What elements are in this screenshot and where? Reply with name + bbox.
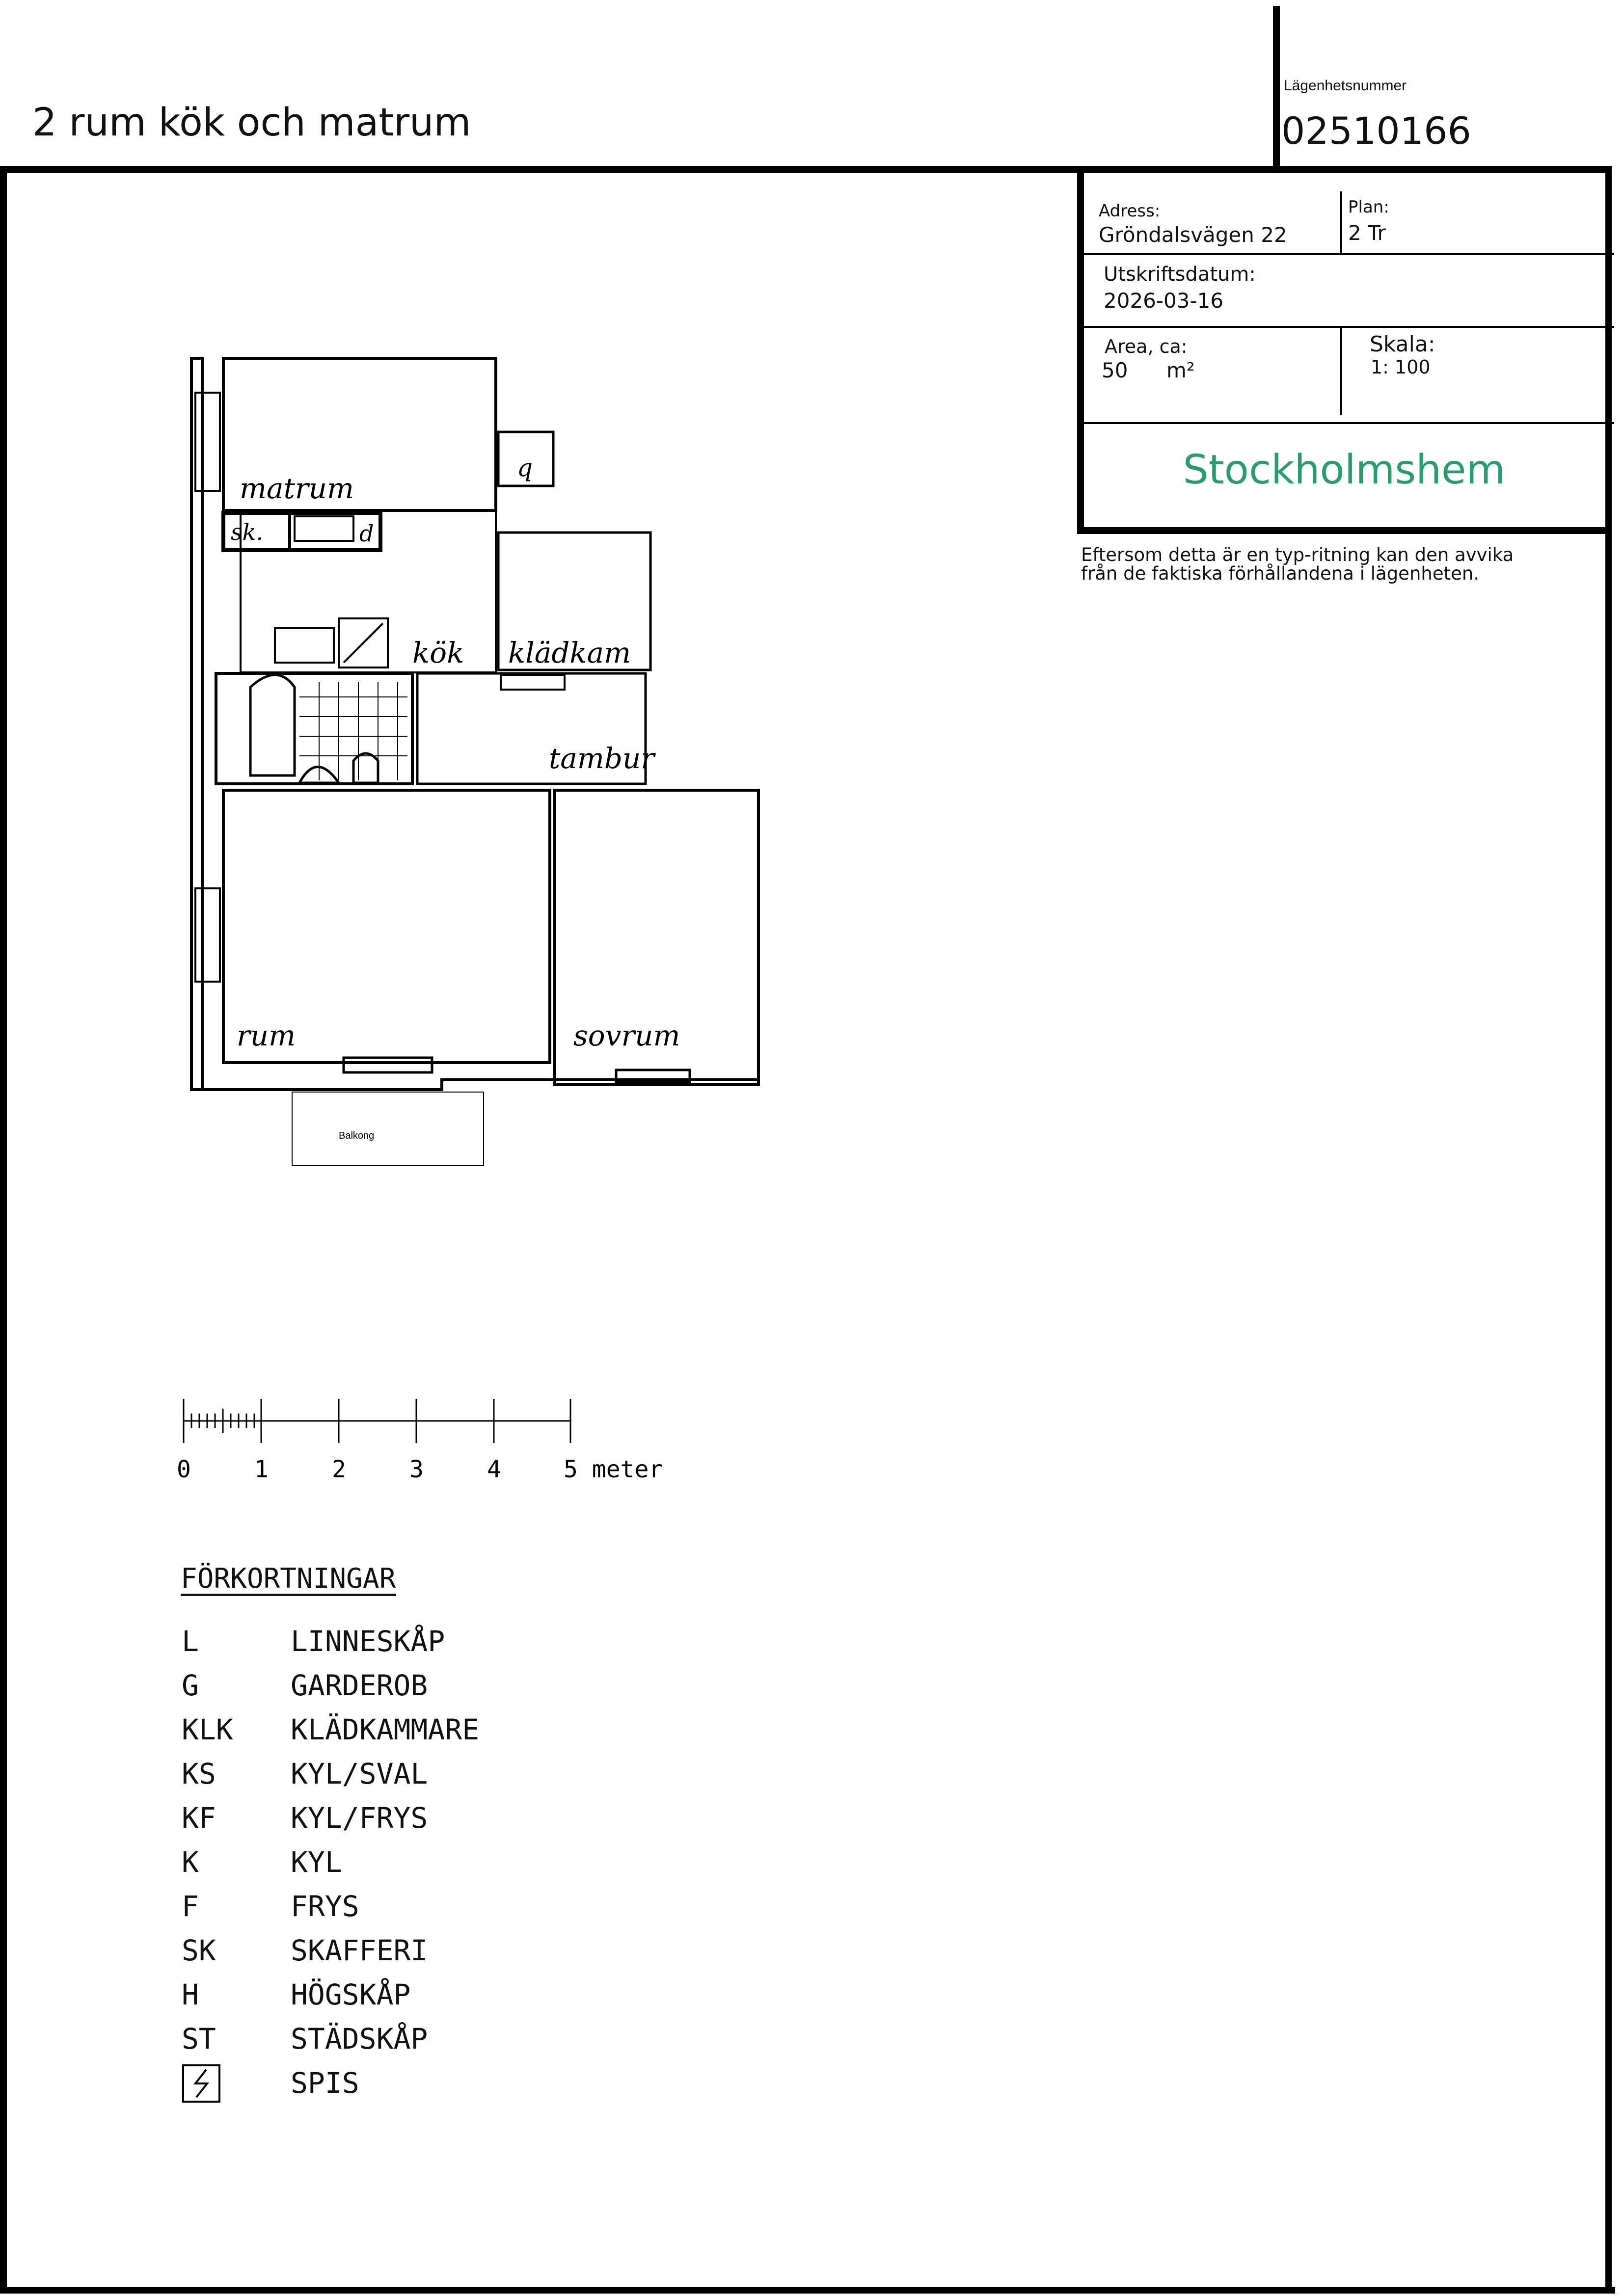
scale-label: 3 [409,1456,424,1483]
scale-value: 1: 100 [1371,356,1431,378]
scale-label: 4 [487,1456,501,1483]
wall [191,358,202,1090]
info-divider [1340,191,1342,254]
legend-abbr: K [182,1845,199,1879]
window [195,393,220,491]
legend-abbr: G [182,1669,199,1702]
bathtub [250,675,295,775]
room-label-kok: kök [412,636,464,669]
info-divider [1340,327,1342,415]
legend-abbr: KF [182,1801,216,1835]
info-divider [1084,422,1614,424]
disclaimer [1081,546,1572,583]
legend-full: SPIS [291,2066,359,2100]
sink [275,628,334,663]
info-divider [1084,253,1614,255]
scale-label: 2 [332,1456,346,1483]
print-date-value: 2026-03-16 [1104,289,1224,313]
address-value: Gröndalsvägen 22 [1099,223,1287,247]
cabinet-label-q: q [517,454,533,482]
frame-left-border [0,166,7,2291]
scale-bar [177,1394,668,1492]
scale-label: 0 [177,1456,191,1483]
print-date-label: Utskriftsdatum: [1104,263,1256,286]
legend-title: FÖRKORTNINGAR [181,1563,396,1595]
room-label-rum: rum [237,1019,296,1052]
legend-abbr: KLK [182,1713,233,1746]
room-label-matrum: matrum [240,472,354,505]
floor-label: Plan: [1348,197,1389,217]
header-divider [1273,6,1280,167]
area-unit: m² [1166,358,1195,382]
balcony-label: Balkong [339,1130,375,1141]
brand-logo: Stockholmshem [1183,447,1506,493]
floor-plan [182,344,771,1178]
legend-abbr: F [182,1890,199,1923]
legend-abbr: SK [182,1934,216,1967]
room-label-kladkam: klädkam [508,636,631,669]
cabinet-label-sk: sk. [231,519,264,545]
cabinet [501,675,565,690]
window [344,1058,432,1072]
disclaimer-line: Eftersom detta är en typ-ritning kan den avvika [1081,544,1514,565]
legend-abbr: H [182,1978,199,2011]
address-label: Adress: [1099,201,1161,221]
legend-full: KYL/SVAL [291,1757,428,1790]
apartment-number-label: Lägenhetsnummer [1284,78,1407,94]
scale-label: 5 meter [564,1456,663,1483]
room-label-sovrum: sovrum [573,1019,680,1052]
legend-abbr: ST [182,2022,216,2056]
legend-full: KLÄDKAMMARE [291,1713,480,1746]
legend-full: KYL/FRYS [291,1801,428,1835]
cabinet [295,516,353,541]
legend-full: GARDEROB [291,1669,428,1702]
frame-bottom-border [0,2287,1615,2294]
washbasin [353,753,378,783]
room-label-tambur: tambur [549,742,655,775]
apartment-number: 02510166 [1281,109,1471,153]
legend-full: SKAFFERI [291,1934,428,1967]
legend-full: STÄDSKÅP [291,2022,428,2056]
stove-mark [344,623,383,663]
window [195,888,220,982]
disclaimer-line: från de faktiska förhållandena i lägenheten. [1081,563,1480,584]
legend-abbr: KS [182,1757,216,1790]
area-value: 50 [1102,358,1128,382]
page-title: 2 rum kök och matrum [32,101,471,145]
balcony [292,1092,484,1166]
legend-full: FRYS [291,1890,359,1923]
info-divider [1084,326,1614,328]
legend-full: LINNESKÅP [291,1625,445,1658]
legend-abbr: L [182,1625,199,1658]
legend-full: HÖGSKÅP [291,1978,411,2011]
area-label: Area, ca: [1105,336,1188,357]
stove-icon [182,2064,221,2103]
cabinet-label-d: d [359,520,374,547]
floor-value: 2 Tr [1348,221,1386,245]
legend-full: KYL [291,1845,342,1879]
scale-label: Skala: [1370,332,1435,357]
scale-label: 1 [254,1456,269,1483]
